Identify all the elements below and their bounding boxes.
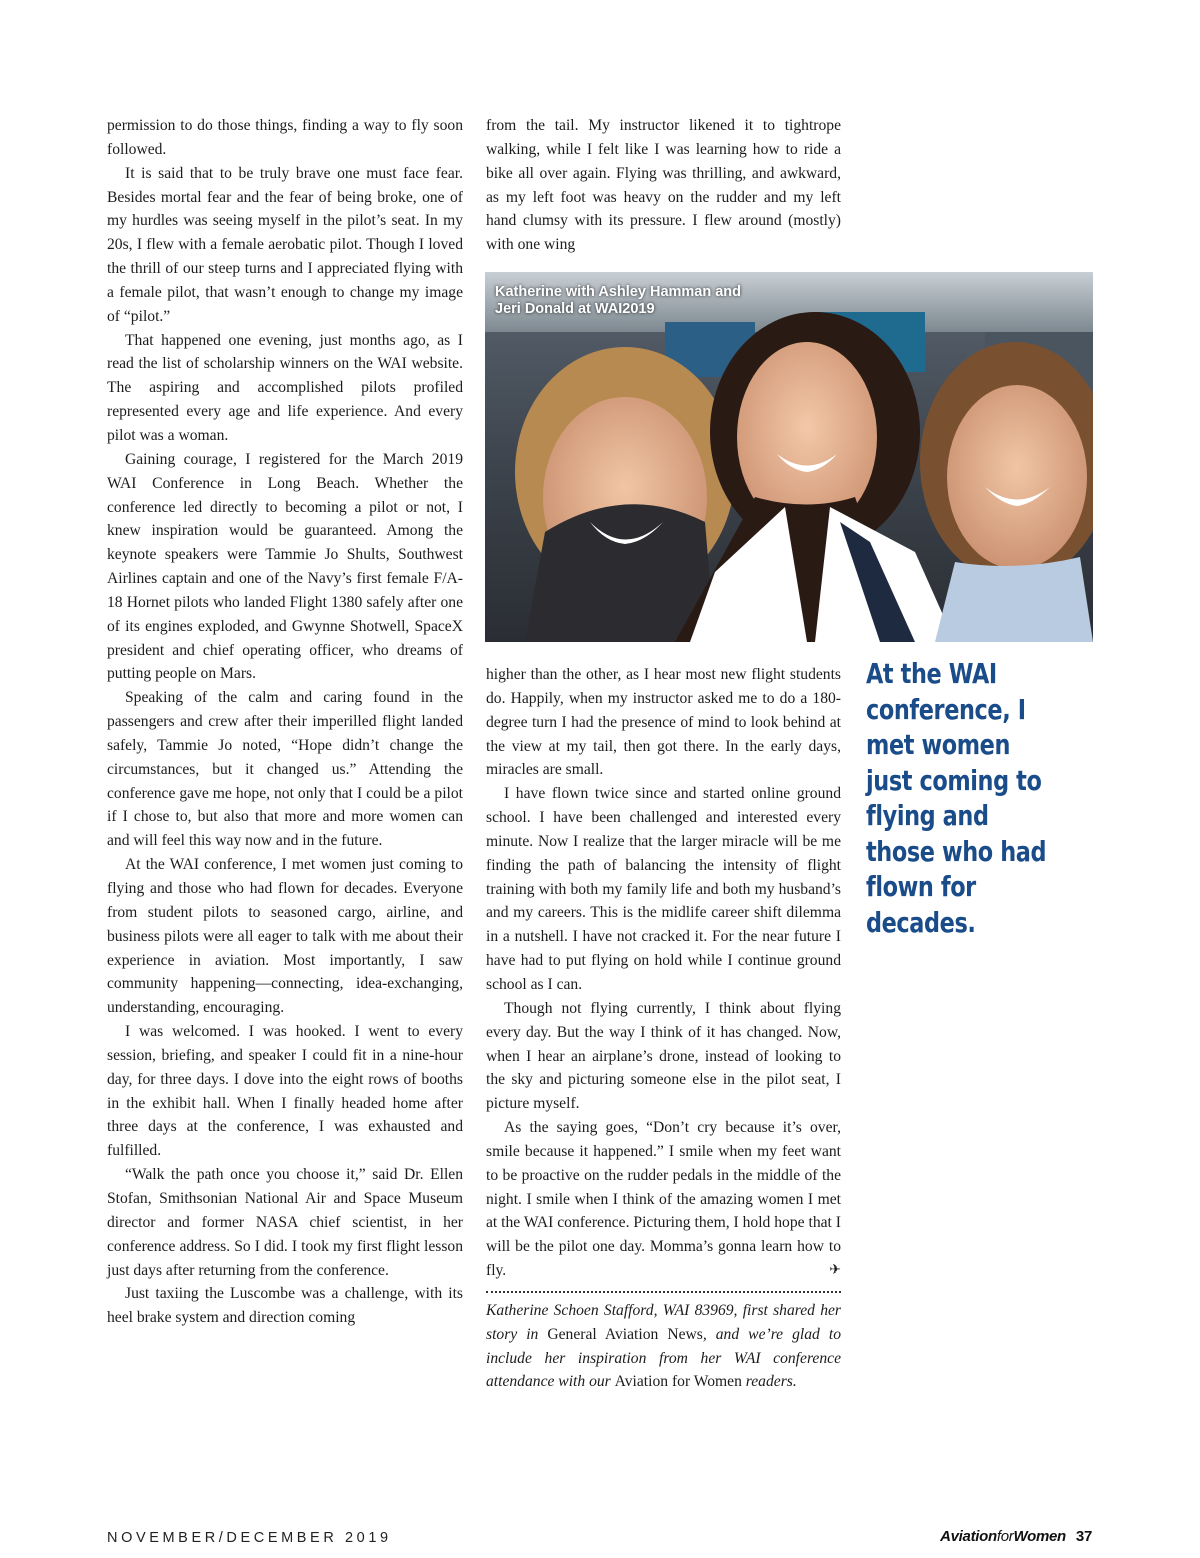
paragraph: Speaking of the calm and caring found in the passengers and crew after their imperilled flight landed safely, Tammie Jo noted, “Hope didn’t change the circumstances, but it changed us.” Attending the conference gave me hope, not only that I could be a pilot if I chose to, but also that more and more women can and will feel this way now and in the future. — [107, 689, 463, 850]
article-column-2-top — [486, 114, 841, 257]
conference-photo — [485, 272, 1093, 642]
paragraph — [486, 1116, 841, 1283]
bio-publication: Aviation for Women — [614, 1373, 742, 1391]
paragraph: from the tail. My instructor likened it to tightrope walking, while I felt like I was learning how to ride a bike all over again. Flying was thrilling, and awkward, as my left foot was heavy on the rudder and my left hand clumsy with its pressure. I flew around (mostly) with one wing — [486, 117, 841, 254]
publication-name-part: Women — [1013, 1528, 1066, 1545]
bio-text: , and we’re glad to include her inspiration from her WAI conference attendance with our — [486, 1325, 841, 1391]
bio-text: Katherine Schoen Stafford, WAI 83969, first shared her story in — [486, 1301, 841, 1343]
article-column-2-bottom — [486, 663, 841, 1394]
page-number: 37 — [1075, 1528, 1092, 1545]
author-bio — [486, 1299, 841, 1394]
paragraph: At the WAI conference, I met women just coming to flying and those who had flown for decades. Everyone from student pilots to seasoned cargo, airline, and business pilots were all eager to talk with me about their experience in aviation. Most importantly, I saw community happening—connecting, idea-exchanging, understanding, encouraging. — [107, 856, 463, 1017]
pull-quote: At the WAI conference, I met women just coming to flying and those who had flown for decades. — [866, 657, 1047, 939]
publication-name-part: Aviation — [940, 1528, 997, 1545]
paragraph: I have flown twice since and started online ground school. I have been challenged and interested every minute. Now I realize that the larger miracle will be me finding the path of balancing the intensity of flight training with both my family life and both my husband’s and my careers. This is the midlife career shift dilemma in a nutshell. I have not cracked it. For the near future I have had to put flying on hold while I continue ground school as I can. — [486, 785, 841, 993]
paragraph: Though not flying currently, I think about flying every day. But the way I think of it has changed. Now, when I hear an airplane’s drone, instead of looking to the sky and picturing someone else in the pilot seat, I picture myself. — [486, 999, 841, 1113]
paragraph: higher than the other, as I hear most new flight students do. Happily, when my instructor asked me to do a 180-degree turn I had the presence of mind to look behind at the view at my tail, then got there. In the early days, miracles are small. — [486, 666, 841, 779]
paragraph: Just taxiing the Luscombe was a challenge, with its heel brake system and direction coming — [107, 1285, 463, 1327]
paragraph: Gaining courage, I registered for the March 2019 WAI Conference in Long Beach. Whether the conference led directly to becoming a pilot or not, I knew inspiration would be guaranteed. Among the keynote speakers were Tammie Jo Shults, Southwest Airlines captain and one of the Navy’s first female F/A-18 Hornet pilots who landed Flight 1380 safely after one of its engines exploded, and Gwynne Shotwell, SpaceX president and chief operating officer, who dreams of putting people on Mars. — [107, 450, 463, 683]
issue-date: NOVEMBER/DECEMBER 2019 — [107, 1530, 392, 1546]
footer-publication — [940, 1528, 1092, 1545]
selfie-photo-illustration — [485, 272, 1093, 642]
paragraph: permission to do those things, finding a way to fly soon followed. — [107, 117, 463, 158]
paragraph: That happened one evening, just months ago, as I read the list of scholarship winners on the WAI website. The aspiring and accomplished pilots profiled represented every age and life experience. And every pilot was a woman. — [107, 331, 463, 444]
paragraph-text: As the saying goes, “Don’t cry because it’s over, smile because it happened.” I smile when my feet want to be proactive on the rudder pedals in the middle of the night. I smile when I think of the amazing women I met at the WAI conference. Picturing them, I hold hope that I will be the pilot one day. Momma’s gonna learn how to fly. — [486, 1119, 841, 1280]
paragraph: “Walk the path once you choose it,” said Dr. Ellen Stofan, Smithsonian National Air and Space Museum director and former NASA chief scientist, in her conference address. So I did. I took my first flight lesson just days after returning from the conference. — [107, 1166, 463, 1279]
publication-name-part: for — [996, 1528, 1014, 1545]
photo-caption: Katherine with Ashley Hamman and Jeri Donald at WAI2019 — [495, 284, 742, 317]
dotted-divider — [486, 1291, 841, 1293]
paragraph: It is said that to be truly brave one must face fear. Besides mortal fear and the fear of being broke, one of my hurdles was seeing myself in the pilot’s seat. In my 20s, I flew with a female aerobatic pilot. Though I loved the thrill of our steep turns and I appreciated flying with a female pilot, that wasn’t enough to change my image of “pilot.” — [107, 164, 463, 325]
bio-text: readers. — [741, 1373, 797, 1391]
paragraph: I was welcomed. I was hooked. I went to every session, briefing, and speaker I could fit in a nine-hour day, for three days. I dove into the eight rows of booths in the exhibit hall. When I finally headed home after three days at the conference, I was exhausted and fulfilled. — [107, 1023, 463, 1160]
publication-name — [940, 1528, 1066, 1545]
bio-publication: General Aviation News — [547, 1325, 703, 1343]
airplane-icon: ✈ — [829, 1262, 841, 1279]
article-column-1 — [107, 114, 463, 1330]
